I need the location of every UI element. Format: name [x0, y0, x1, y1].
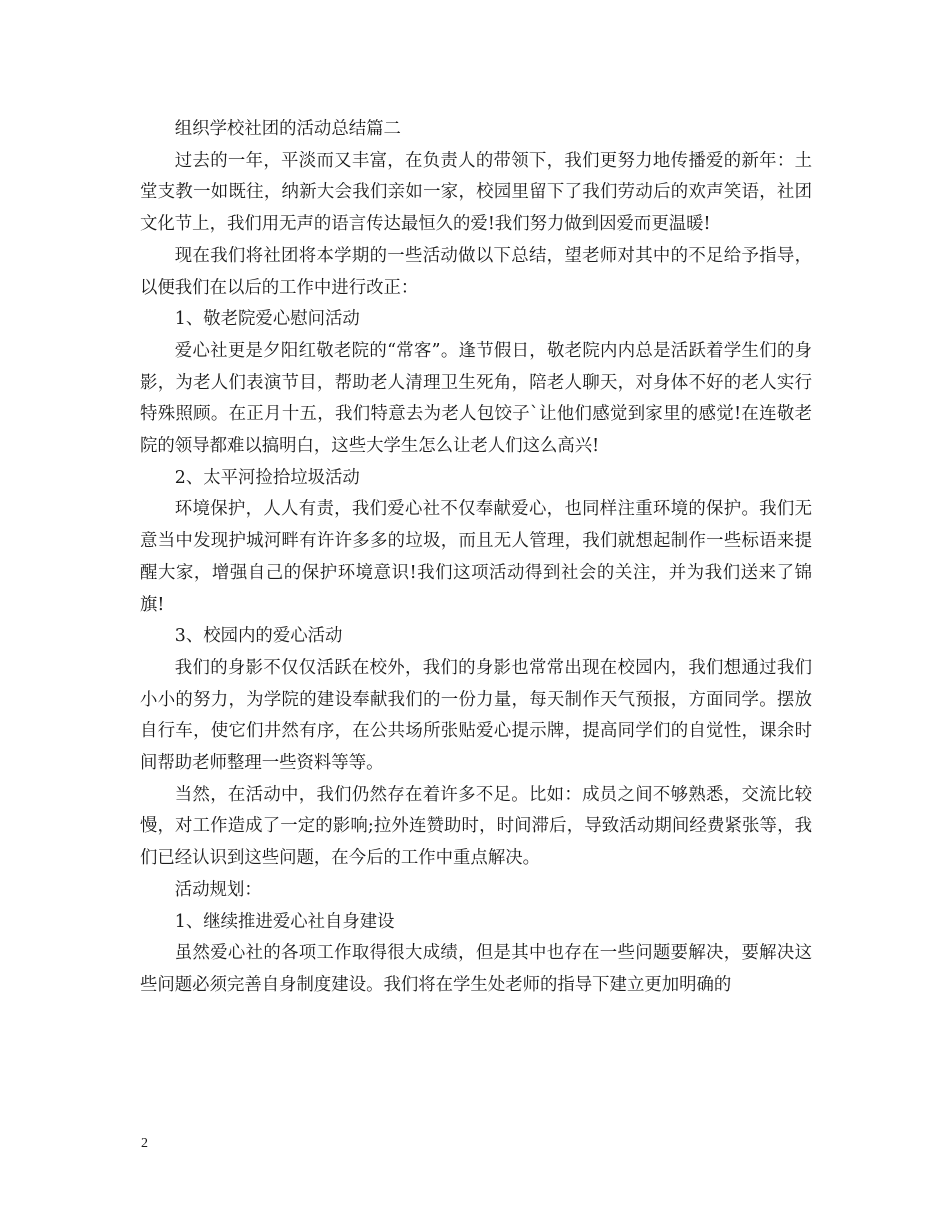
page-number: 2	[141, 1136, 148, 1151]
activity-heading-1: 1、敬老院爱心慰问活动	[174, 309, 360, 330]
paragraph-intro: 过去的一年，平淡而又丰富，在负责人的带领下，我们更努力地传播爱的新年：土堂支教一如既往，纳新大会我们亲如一家，校园里留下了我们劳动后的欢声笑语，社团文化节上，我们用无声的语言传达最恒久的爱!我们努力做到因爱而更温暖!	[140, 150, 812, 235]
paragraph-shortcomings: 当然，在活动中，我们仍然存在着许多不足。比如：成员之间不够熟悉，交流比较慢，对工作造成了一定的影响;拉外连赞助时，时间滞后，导致活动期间经费紧张等，我们已经认识到这些问题，在今后的工作中重点解决。	[140, 784, 812, 869]
paragraph-plan-1: 虽然爱心社的各项工作取得很大成绩，但是其中也存在一些问题要解决，要解决这些问题必须完善自身制度建设。我们将在学生处老师的指导下建立更加明确的	[140, 943, 812, 995]
paragraph-activity-1: 爱心社更是夕阳红敬老院的“常客”。逢节假日，敬老院内内总是活跃着学生们的身影，为老人们表演节目，帮助老人清理卫生死角，陪老人聊天，对身体不好的老人实行特殊照顾。在正月十五，我们特意去为老人包饺子`让他们感觉到家里的感觉!在连敬老院的领导都难以搞明白，这些大学生怎么让老人们这么高兴!	[140, 340, 812, 457]
activity-heading-2: 2、太平河捡拾垃圾活动	[174, 467, 360, 488]
paragraph-summary-lead: 现在我们将社团将本学期的一些活动做以下总结，望老师对其中的不足给予指导，以便我们在以后的工作中进行改正：	[140, 245, 812, 298]
activity-heading-3: 3、校园内的爱心活动	[174, 626, 343, 647]
paragraph-activity-2: 环境保护，人人有责，我们爱心社不仅奉献爱心，也同样注重环境的保护。我们无意当中发现护城河畔有许许多多的垃圾，而且无人管理，我们就想起制作一些标语来提醒大家，增强自己的保护环境意识!我们这项活动得到社会的关注，并为我们送来了锦旗!	[140, 499, 812, 615]
section-title: 组织学校社团的活动总结篇二	[174, 119, 401, 139]
document-body	[140, 114, 812, 1002]
paragraph-activity-3: 我们的身影不仅仅活跃在校外，我们的身影也常常出现在校园内，我们想通过我们小小的努力，为学院的建设奉献我们的一份力量，每天制作天气预报，方面同学。摆放自行车，使它们井然有序，在公共场所张贴爱心提示牌，提高同学们的自觉性，课余时间帮助老师整理一些资料等等。	[140, 657, 812, 774]
planning-heading: 活动规划：	[174, 879, 262, 900]
plan-heading-1: 1、继续推进爱心社自身建设	[174, 911, 395, 932]
